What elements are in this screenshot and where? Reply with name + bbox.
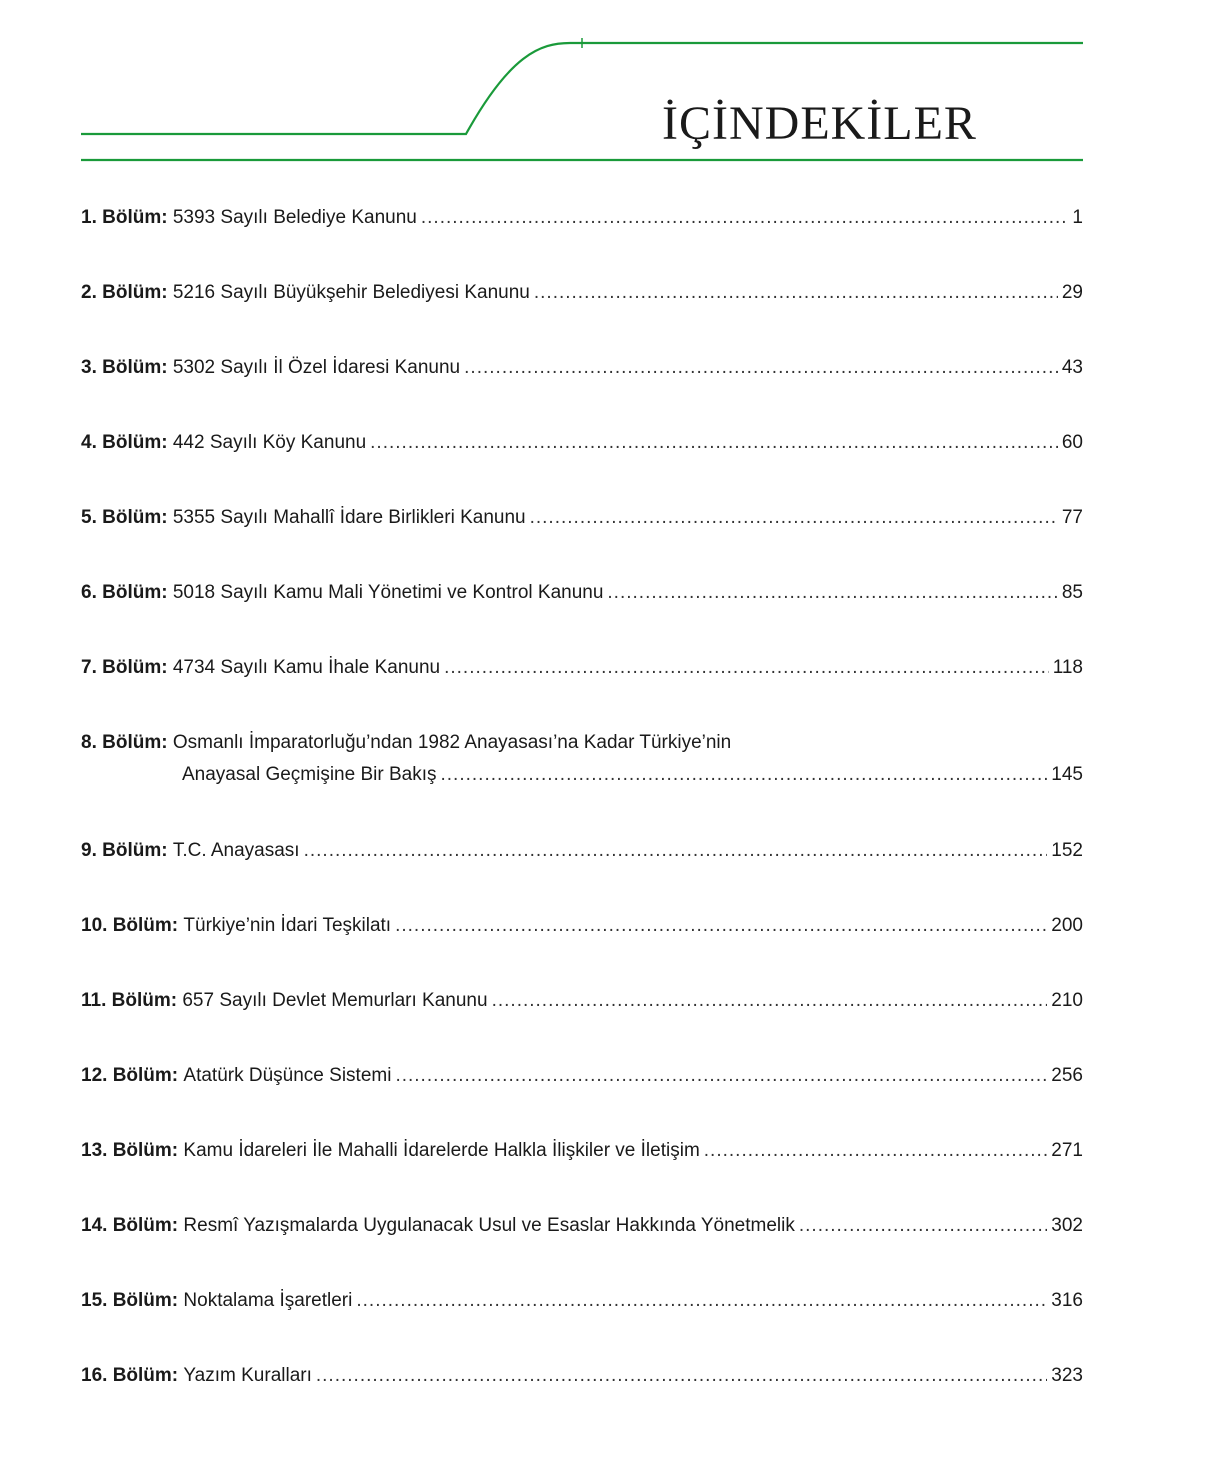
toc-entry-10[interactable] [81,910,1083,985]
dot-leader [444,652,1049,684]
toc-entry-number: 5. Bölüm: [81,507,168,528]
toc-entry-page: 256 [1051,1065,1083,1086]
dot-leader [356,1285,1047,1317]
dot-leader [441,759,1048,791]
toc-entry-1[interactable] [81,202,1083,277]
toc-entry-15[interactable] [81,1285,1083,1360]
toc-entry-page: 316 [1051,1290,1083,1311]
toc-entry-7[interactable] [81,652,1083,727]
toc-entry-title: T.C. Anayasası [172,840,300,861]
toc-entry-11[interactable] [81,985,1083,1060]
toc-entry-title: 5302 Sayılı İl Özel İdaresi Kanunu [172,357,461,378]
dot-leader [534,277,1058,309]
toc-entry-title: 4734 Sayılı Kamu İhale Kanunu [172,657,441,678]
toc-entry-title: 5018 Sayılı Kamu Mali Yönetimi ve Kontrol Kanunu [172,582,604,603]
toc-entry-title: Kamu İdareleri İle Mahalli İdarelerde Halkla İlişkiler ve İletişim [183,1140,700,1161]
toc-entry-page: 29 [1061,282,1083,303]
toc-entry-2[interactable] [81,277,1083,352]
toc-entry-number: 10. Bölüm: [81,915,179,936]
toc-entry-title: Resmî Yazışmalarda Uygulanacak Usul ve Esaslar Hakkında Yönetmelik [183,1215,795,1236]
toc-entry-number: 6. Bölüm: [81,582,168,603]
dot-leader [704,1135,1048,1167]
dot-leader [464,352,1058,384]
dot-leader [395,1060,1047,1092]
toc-entry-13[interactable] [81,1135,1083,1210]
toc-entry-number: 13. Bölüm: [81,1140,179,1161]
toc-entry-number: 15. Bölüm: [81,1290,179,1311]
toc-entry-8[interactable] [81,727,1083,835]
toc-entry-number: 4. Bölüm: [81,432,168,453]
page-title: İÇİNDEKİLER [662,97,977,150]
toc-entry-12[interactable] [81,1060,1083,1135]
toc-entry-title: 5355 Sayılı Mahallî İdare Birlikleri Kanunu [172,507,526,528]
dot-leader [316,1360,1047,1392]
toc-entry-14[interactable] [81,1210,1083,1285]
dot-leader [370,427,1058,459]
toc-entry-page: 43 [1061,357,1083,378]
toc-entry-4[interactable] [81,427,1083,502]
toc-entry-3[interactable] [81,352,1083,427]
dot-leader [530,502,1058,534]
toc-entry-number: 7. Bölüm: [81,657,168,678]
toc-entry-title: Türkiye’nin İdari Teşkilatı [183,915,392,936]
dot-leader [607,577,1057,609]
toc-entry-page: 323 [1051,1365,1083,1386]
toc-entry-page: 145 [1051,764,1083,785]
header-decoration [0,0,1230,180]
toc-entry-number: 1. Bölüm: [81,207,168,228]
toc-entry-title: 5393 Sayılı Belediye Kanunu [172,207,417,228]
toc-entry-5[interactable] [81,502,1083,577]
dot-leader [799,1210,1047,1242]
toc-entry-number: 16. Bölüm: [81,1365,179,1386]
toc-entry-page: 77 [1061,507,1083,528]
toc-entry-page: 85 [1061,582,1083,603]
toc-entry-page: 210 [1051,990,1083,1011]
toc-entry-title: Osmanlı İmparatorluğu’ndan 1982 Anayasası’na Kadar Türkiye’nin [172,732,732,753]
toc-entry-title-continued: Anayasal Geçmişine Bir Bakış [182,764,437,785]
dot-leader [492,985,1048,1017]
toc-entry-number: 9. Bölüm: [81,840,168,861]
toc-entry-number: 8. Bölüm: [81,732,168,753]
toc-entry-title: 657 Sayılı Devlet Memurları Kanunu [182,990,488,1011]
toc-entry-title: Yazım Kuralları [183,1365,312,1386]
toc-entry-title: Atatürk Düşünce Sistemi [183,1065,392,1086]
toc-entry-6[interactable] [81,577,1083,652]
toc-entry-number: 14. Bölüm: [81,1215,179,1236]
toc-entry-page: 200 [1051,915,1083,936]
toc-entry-title: Noktalama İşaretleri [183,1290,353,1311]
toc-entry-number: 11. Bölüm: [81,990,178,1011]
toc-entry-title: 5216 Sayılı Büyükşehir Belediyesi Kanunu [172,282,530,303]
toc-entry-page: 118 [1052,657,1083,678]
toc-entry-page: 271 [1051,1140,1083,1161]
toc-entry-number: 2. Bölüm: [81,282,168,303]
toc-entry-number: 3. Bölüm: [81,357,168,378]
dot-leader [421,202,1069,234]
dot-leader [304,835,1048,867]
toc-entry-16[interactable] [81,1360,1083,1435]
toc-entry-page: 60 [1061,432,1083,453]
toc-entry-page: 1 [1072,207,1083,228]
toc-entry-page: 152 [1051,840,1083,861]
table-of-contents [81,202,1083,1435]
dot-leader [395,910,1047,942]
toc-entry-title: 442 Sayılı Köy Kanunu [172,432,367,453]
toc-entry-page: 302 [1051,1215,1083,1236]
toc-entry-number: 12. Bölüm: [81,1065,179,1086]
toc-entry-9[interactable] [81,835,1083,910]
